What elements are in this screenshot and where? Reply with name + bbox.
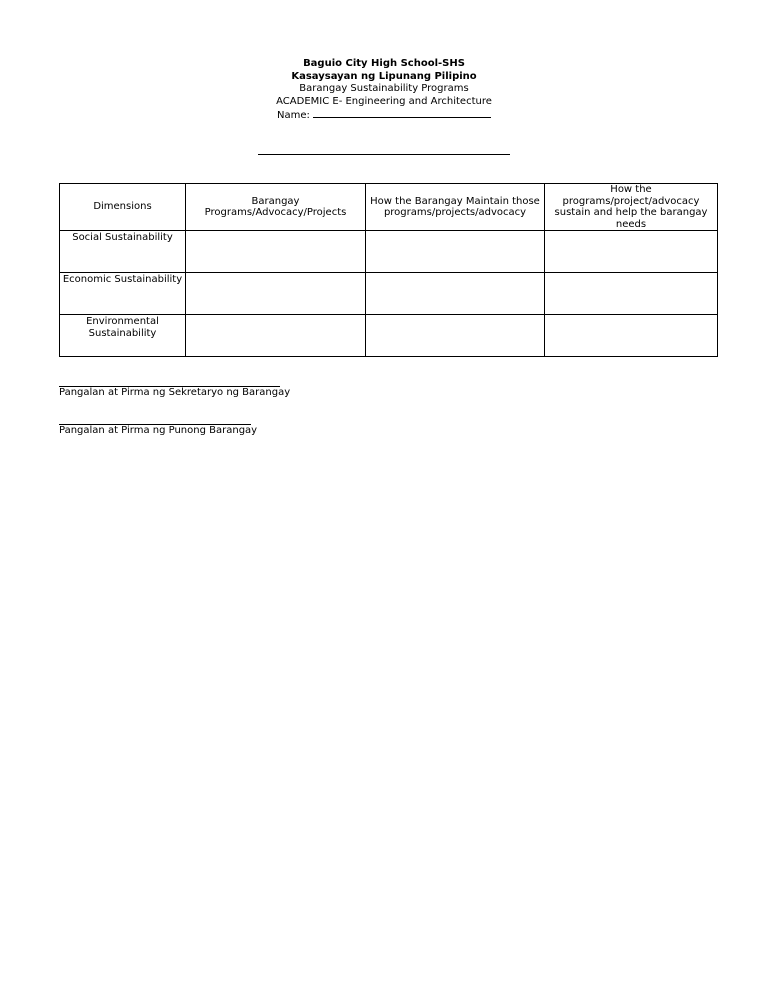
sustain-cell[interactable]	[545, 273, 718, 315]
document-title: Barangay Sustainability Programs	[299, 83, 469, 95]
programs-cell[interactable]	[186, 315, 366, 357]
sustain-cell[interactable]	[545, 315, 718, 357]
secretary-signature-label: Pangalan at Pirma ng Sekretaryo ng Barangay	[59, 387, 291, 398]
header-dimensions: Dimensions	[60, 184, 186, 231]
sustain-cell[interactable]	[545, 231, 718, 273]
header-sustain: How the programs/project/advocacy sustain and help the barangay needs	[545, 184, 718, 231]
maintain-cell[interactable]	[366, 315, 545, 357]
table-row	[60, 231, 718, 273]
section-blank-line	[258, 154, 510, 155]
name-row	[0, 108, 768, 123]
table-header-row	[60, 184, 718, 231]
captain-signature	[59, 424, 257, 437]
captain-signature-label: Pangalan at Pirma ng Punong Barangay	[59, 425, 258, 436]
name-blank-line	[313, 108, 491, 118]
header-maintain: How the Barangay Maintain those programs/projects/advocacy	[366, 184, 545, 231]
school-name: Baguio City High School-SHS	[303, 58, 465, 69]
maintain-cell[interactable]	[366, 273, 545, 315]
document-header	[0, 58, 768, 123]
programs-cell[interactable]	[186, 231, 366, 273]
subject-name: Kasaysayan ng Lipunang Pilipino	[291, 70, 477, 82]
strand-name: ACADEMIC E- Engineering and Architecture	[276, 95, 492, 107]
dimension-cell: Economic Sustainability	[60, 273, 186, 315]
sustainability-table	[59, 183, 718, 357]
dimension-cell: Environmental Sustainability	[60, 315, 186, 357]
secretary-signature	[59, 386, 290, 399]
header-programs: Barangay Programs/Advocacy/Projects	[186, 184, 366, 231]
dimension-cell: Social Sustainability	[60, 231, 186, 273]
table-row	[60, 273, 718, 315]
table-row	[60, 315, 718, 357]
maintain-cell[interactable]	[366, 231, 545, 273]
programs-cell[interactable]	[186, 273, 366, 315]
name-label: Name:	[276, 110, 310, 122]
